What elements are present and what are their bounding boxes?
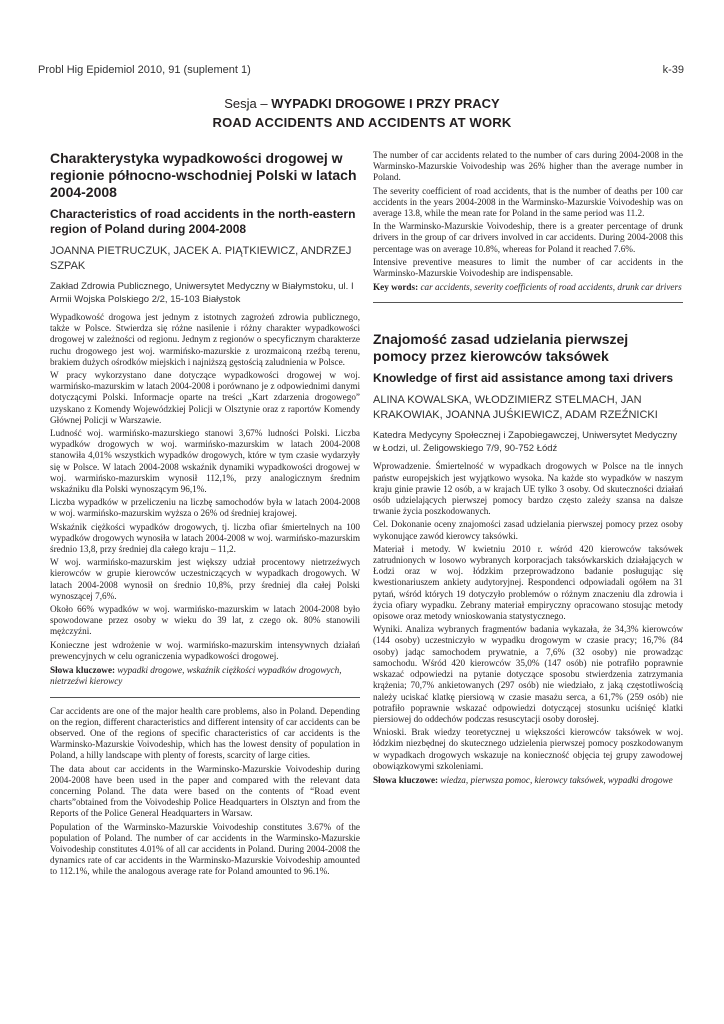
paragraph: Wypadkowość drogowa jest jednym z istotnych zagrożeń zdrowia publicznego, także w Polsce. Stwierdza się różne nasilenie i różny charakter wypadkowości drogowej w zależności od regionu. Jednym z regionów o specyficznym charakterze ruchu drogowego jest woj. warmińsko-mazurskie z urozmaiconą rzeźbą terenu, brakiem dużych ośrodków miejskich i najniższą gęstością zaludnienia w Polsce. (50, 312, 360, 367)
paragraph: Liczba wypadków w przeliczeniu na liczbę samochodów była w latach 2004-2008 w woj. warmińsko-mazurskim wyższa o 26% od średniej krajowej. (50, 497, 360, 519)
paragraph: In the Warminsko-Mazurskie Voivodeship, there is a greater percentage of drunk drivers in the group of car drivers involved in car accidents. During 2004-2008 this percentage was on average 10.8%, whereas for Poland it reached 7.6%. (373, 221, 683, 254)
journal-header: Probl Hig Epidemiol 2010, 91 (suplement 1) (38, 64, 251, 76)
session-title-en: ROAD ACCIDENTS AND ACCIDENTS AT WORK (212, 115, 512, 130)
paragraph: W pracy wykorzystano dane dotyczące wypadkowości drogowej w woj. warmińsko-mazurskim w latach 2004-2008 i porównano je z odpowiednimi danymi dotyczącymi Polski. Informacje oparte na treści „Kart zdarzenia drogowego” uzyskano z Komendy Wojewódzkiej Policji w Olsztynie oraz z raportów Komendy Głównej Policji w Warszawie. (50, 370, 360, 425)
article2-title-en: Knowledge of first aid assistance among taxi drivers (373, 371, 674, 386)
paragraph: Population of the Warminsko-Mazurskie Voivodeship constitutes 3.67% of the population of Poland. The number of car accidents in the Warminsko-Mazurskie Voivodeship constitutes 4.01% of all car accidents in Poland. During 2004-2008 the dynamics rate of car accidents in the Warminsko-Mazurskie Voivodeship amounted to 112.1%, while the analogous average rate for Poland amounted to 96.1%. (50, 821, 360, 877)
paragraph: Wyniki. Analiza wybranych fragmentów badania wykazała, że 34,3% kierowców (144 osoby) uczestniczyło w wypadku drogowym w czasie pracy; 16,7% (84 osoby) jadąc samochodem prywatnie, a 7,6% (32 osoby) nie prowadząc samochodu. Wśród 420 kierowców 35,0% (147 osób) nie potrafiło poprawnie wskazać odpowiedzi na pytanie dotyczące sposobu stwierdzenia zatrzymania krążenia; 70,7% ankietowanych (297 osób) nie wiedziało, z jaką częstotliwością należy uciskać klatkę piersiową w czasie masażu serca, a 61,7% (259 osób) nie potrafiło poprawnie wskazać odpowiedzi dotyczącej stosunku uciśnięć klatki piersiowej do oddechów podczas resuscytacji osoby dorosłej. (373, 624, 683, 724)
article1-keywords-en (373, 282, 683, 293)
article2-affiliation: Katedra Medycyny Społecznej i Zapobiegawczej, Uniwersytet Medyczny w Łodzi, ul. Żeligowskiego 7/9, 90-752 Łódź (373, 430, 678, 454)
left-column (50, 150, 360, 880)
paragraph: Materiał i metody. W kwietniu 2010 r. wśród 420 kierowców taksówek zatrudnionych w losowo wybranych korporacjach taksówkarskich działających w Łodzi oraz w woj. łódzkim przeprowadzono badanie posługując się kwestionariuszem ankiety audytoryjnej. Respondenci odpowiadali ogółem na 31 pytań, wśród których 19 dotyczyło problemów o różnym znaczeniu dla zdrowia i życia ofiary wypadku. Zebrany materiał empiryczny opracowano stosując metody opisowe oraz metody wnioskowania statystycznego. (373, 543, 683, 622)
article1-authors: JOANNA PIETRUCZUK, JACEK A. PIĄTKIEWICZ, ANDRZEJ SZPAK (50, 245, 352, 272)
article1-title-pl: Charakterystyka wypadkowości drogowej w regionie północno-wschodniej Polski w latach 2004-2008 (50, 150, 357, 200)
article1-affiliation: Zakład Zdrowia Publicznego, Uniwersytet Medyczny w Białymstoku, ul. I Armii Wojska Polskiego 2/2, 15-103 Białystok (50, 281, 354, 305)
article2-abstract (373, 461, 683, 771)
paragraph: Car accidents are one of the major health care problems, also in Poland. Depending on the region, different characteristics and different intensity of car accidents can be observed. One of the regions of specific characteristics of car accidents is the Warminsko-Mazurskie Voivodeship, which has the lowest density of population in Poland, a hilly landscape with plenty of forests, scarcity of large cities. (50, 705, 360, 761)
keywords-value: wiedza, pierwsza pomoc, kierowcy taksówek, wypadki drogowe (440, 774, 673, 785)
paragraph: Wnioski. Brak wiedzy teoretycznej u większości kierowców taksówek w woj. łódzkim niezbędnej do skutecznego udzielenia pierwszej pomocy poszkodowanym w wypadkach drogowych wskazuje na konieczność objęcia tej grupy zawodowej obowiązkowymi szkoleniami. (373, 727, 683, 771)
keywords-value: car accidents, severity coefficients of road accidents, drunk car drivers (420, 282, 682, 293)
divider (50, 697, 360, 698)
article1-keywords-pl (50, 665, 360, 687)
keywords-label: Słowa kluczowe: (50, 665, 116, 676)
paragraph: Intensive preventive measures to limit the number of car accidents in the Warminsko-Mazurskie Voivodeship are indispensable. (373, 256, 683, 279)
session-prefix: Sesja – (224, 96, 272, 111)
session-heading (0, 94, 724, 132)
article1-abstract-en (50, 706, 360, 878)
article2-authors: ALINA KOWALSKA, WŁODZIMIERZ STELMACH, JAN KRAKOWIAK, JOANNA JUŚKIEWICZ, ADAM RZEŹNICKI (373, 394, 658, 422)
article1-title-en: Characteristics of road accidents in the north-eastern region of Poland during 2004-2008 (50, 207, 356, 236)
paragraph: W woj. warmińsko-mazurskim jest większy udział procentowy nietrzeźwych kierowców w grupie kierowców uczestniczących w wypadkach drogowych. W latach 2004-2008 wynosił on średnio 10,8%, przy średniej dla całej Polski wynoszącej 7,6%. (50, 557, 360, 601)
paragraph: The data about car accidents in the Warminsko-Mazurskie Voivodeship during 2004-2008 have been used in the paper and compared with the relevant data concerning Poland. The data were based on the contents of “Road event charts”obtained from the Voivodeship Police Headquarters in Olsztyn and from the Reports of the Police General Headquarters in Warsaw. (50, 763, 360, 819)
keywords-label: Key words: (373, 282, 419, 293)
article1-abstract-pl (50, 312, 360, 662)
paragraph: Konieczne jest wdrożenie w woj. warmińsko-mazurskim intensywnych działań prewencyjnych w celu ograniczenia wypadkowości drogowej. (50, 639, 360, 661)
keywords-value: wypadki drogowe, wskaźnik ciężkości wypadków drogowych, nietrzeźwi kierowcy (50, 665, 342, 687)
paragraph: Ludność woj. warmińsko-mazurskiego stanowi 3,67% ludności Polski. Liczba wypadków drogowych w woj. warmińsko-mazurskim w latach 2004-2008 stanowiła 4,01% wszystkich wypadków drogowych, które w tym czasie wydarzyły się w Polsce. W latach 2004-2008 wskaźnik dynamiki wypadkowości drogowej w woj. warmińsko-mazurskim wynosił 112,1%, przy analogicznym średnim wskaźniku dla Polski wynoszącym 96,1%. (50, 428, 360, 495)
paragraph: The number of car accidents related to the number of cars during 2004-2008 in the Warminsko-Mazurskie Voivodeship was 26% higher than the average number in Poland. (373, 150, 683, 183)
paragraph: Cel. Dokonanie oceny znajomości zasad udzielania pierwszej pomocy przez osoby wykonujące zawód kierowcy taksówki. (373, 519, 683, 541)
session-title-pl: WYPADKI DROGOWE I PRZY PRACY (271, 96, 500, 111)
article2-keywords (373, 775, 683, 786)
right-column (373, 150, 683, 786)
article-divider (373, 302, 683, 303)
paragraph: Wskaźnik ciężkości wypadków drogowych, tj. liczba ofiar śmiertelnych na 100 wypadków drogowych wynosiła w latach 2004-2008 w woj. warmińsko-mazurskim średnio 13,8, przy średniej dla całego kraju – 11,2. (50, 521, 360, 555)
article2-title-pl: Znajomość zasad udzielania pierwszej pomocy przez kierowców taksówek (373, 331, 629, 365)
paragraph: Wprowadzenie. Śmiertelność w wypadkach drogowych w Polsce na tle innych państw europejskich jest wyjątkowo wysoka. Na każde sto wypadków w naszym kraju ginie prawie 12 osób, a w krajach UE tylko 3 osoby. Od skuteczności działań osób udzielających pierwszej pomocy bardzo często zależy szansa na dalsze trwanie życia poszkodowanych. (373, 461, 683, 517)
page-number: k-39 (662, 64, 684, 76)
article1-abstract-en-continued (373, 150, 683, 279)
paragraph: Około 66% wypadków w woj. warmińsko-mazurskim w latach 2004-2008 było spowodowane przez osoby w wieku do 39 lat, z czego ok. 80% stanowili mężczyźni. (50, 604, 360, 637)
paragraph: The severity coefficient of road accidents, that is the number of deaths per 100 car accidents in the years 2004-2008 in the Warminsko-Mazurskie Voivodeship was on average 13.8, while the mean rate for Poland in the same period was 11.2. (373, 185, 683, 219)
keywords-label: Słowa kluczowe: (373, 774, 439, 785)
